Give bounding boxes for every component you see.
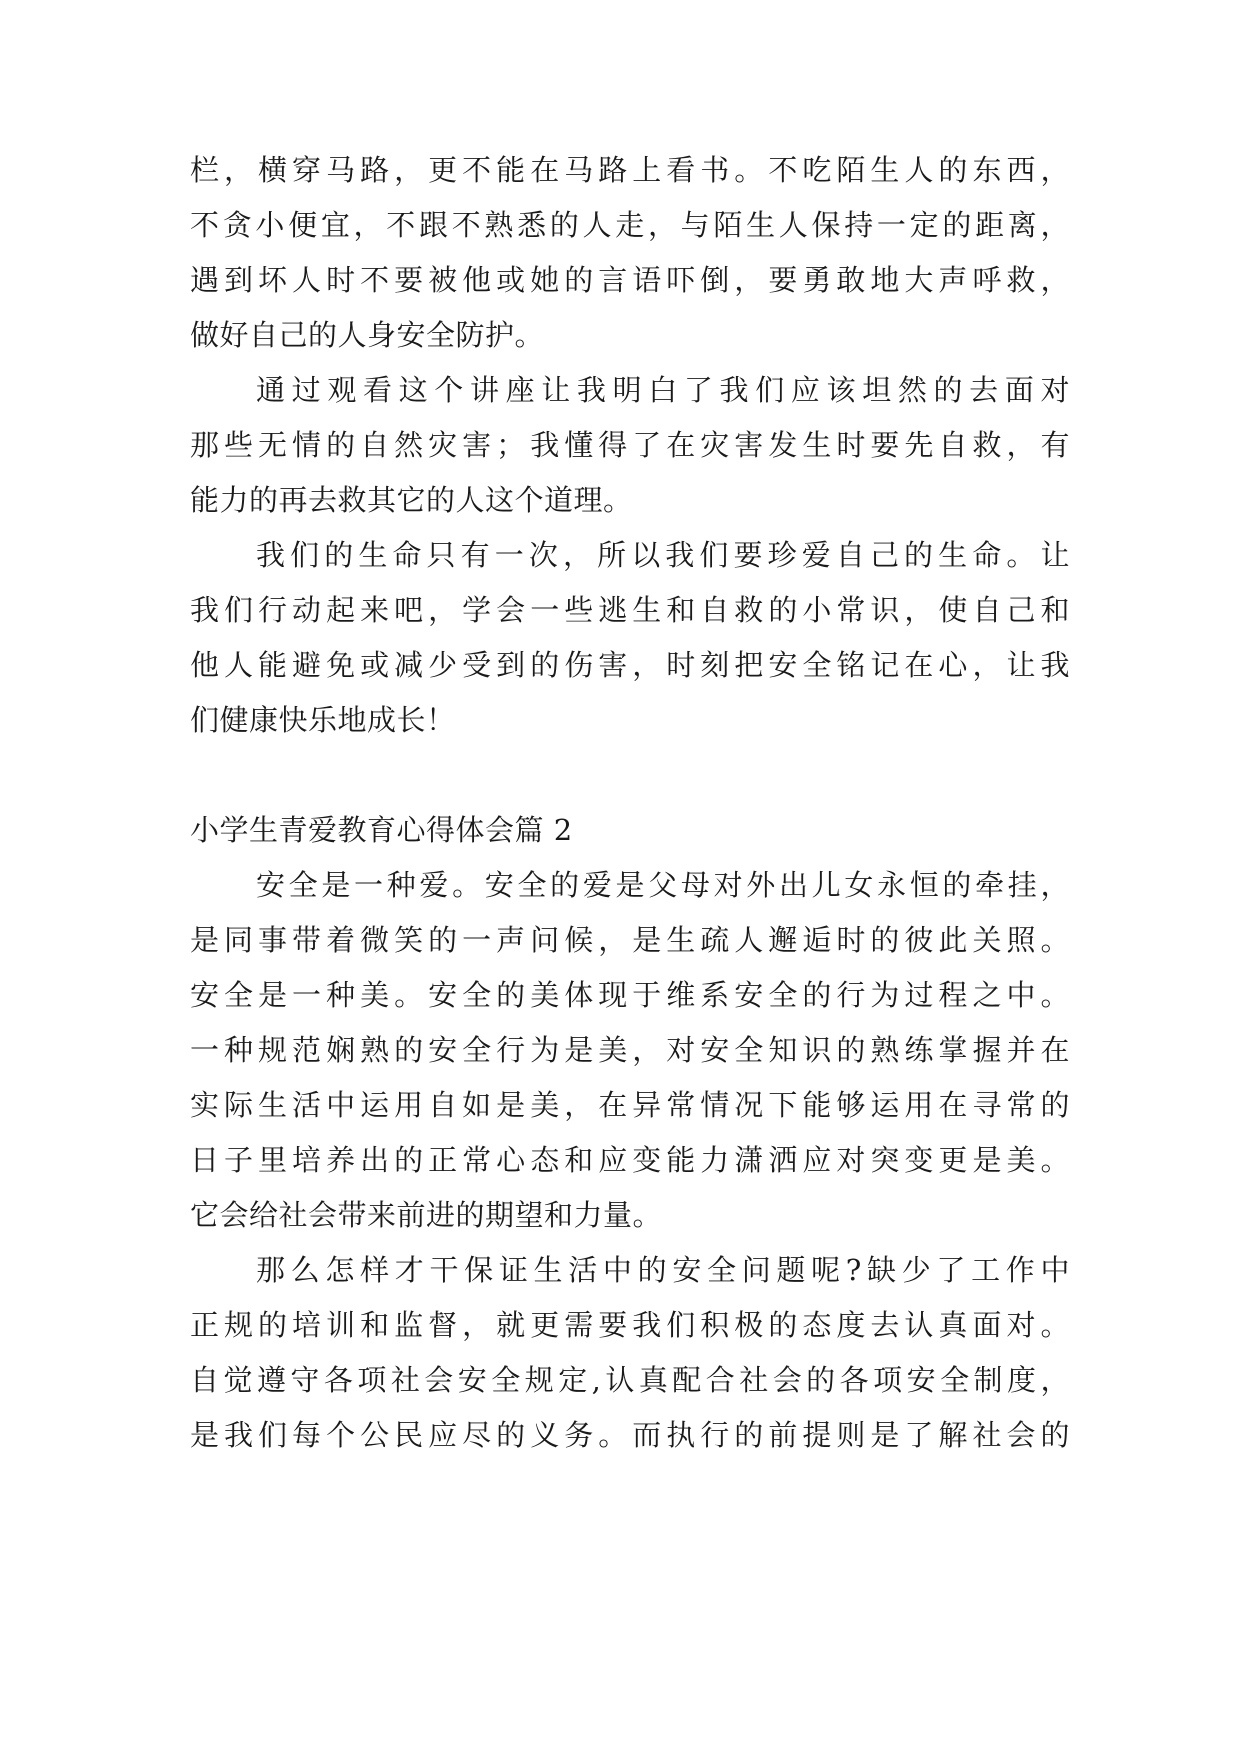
- section-paragraph-1-line-4: 一种规范娴熟的安全行为是美，对安全知识的熟练掌握并在: [190, 1033, 1070, 1067]
- section-heading: 小学生青爱教育心得体会篇 2: [190, 813, 573, 847]
- section-paragraph-1-line-5: 实际生活中运用自如是美，在异常情况下能够运用在寻常的: [190, 1088, 1070, 1122]
- paragraph-1-line-3: 遇到坏人时不要被他或她的言语吓倒，要勇敢地大声呼救，: [190, 263, 1070, 297]
- paragraph-1-line-2: 不贪小便宜，不跟不熟悉的人走，与陌生人保持一定的距离，: [190, 208, 1070, 242]
- section-paragraph-2-line-1: 那么怎样才干保证生活中的安全问题呢?缺少了工作中: [256, 1253, 1070, 1287]
- section-paragraph-1-line-3: 安全是一种美。安全的美体现于维系安全的行为过程之中。: [190, 978, 1070, 1012]
- paragraph-2-line-1: 通过观看这个讲座让我明白了我们应该坦然的去面对: [256, 373, 1070, 407]
- paragraph-3-line-3: 他人能避免或减少受到的伤害，时刻把安全铭记在心，让我: [190, 648, 1070, 682]
- section-paragraph-2-line-4: 是我们每个公民应尽的义务。而执行的前提则是了解社会的: [190, 1418, 1070, 1452]
- paragraph-2-line-2: 那些无情的自然灾害；我懂得了在灾害发生时要先自救，有: [190, 428, 1070, 462]
- paragraph-2-line-3: 能力的再去救其它的人这个道理。: [190, 483, 633, 517]
- paragraph-1-line-1: 栏，横穿马路，更不能在马路上看书。不吃陌生人的东西，: [190, 153, 1070, 187]
- section-paragraph-1-line-2: 是同事带着微笑的一声问候，是生疏人邂逅时的彼此关照。: [190, 923, 1070, 957]
- section-paragraph-1-line-6: 日子里培养出的正常心态和应变能力潇洒应对突变更是美。: [190, 1143, 1070, 1177]
- paragraph-1-line-4: 做好自己的人身安全防护。: [190, 318, 545, 352]
- section-paragraph-1-line-1: 安全是一种爱。安全的爱是父母对外出儿女永恒的牵挂，: [256, 868, 1070, 902]
- section-paragraph-2-line-3: 自觉遵守各项社会安全规定,认真配合社会的各项安全制度，: [190, 1363, 1070, 1397]
- paragraph-3-line-2: 我们行动起来吧，学会一些逃生和自救的小常识，使自己和: [190, 593, 1070, 627]
- section-paragraph-2-line-2: 正规的培训和监督，就更需要我们积极的态度去认真面对。: [190, 1308, 1070, 1342]
- paragraph-3-line-1: 我们的生命只有一次，所以我们要珍爱自己的生命。让: [256, 538, 1070, 572]
- section-paragraph-1-line-7: 它会给社会带来前进的期望和力量。: [190, 1198, 663, 1232]
- paragraph-3-line-4: 们健康快乐地成长！: [190, 703, 456, 737]
